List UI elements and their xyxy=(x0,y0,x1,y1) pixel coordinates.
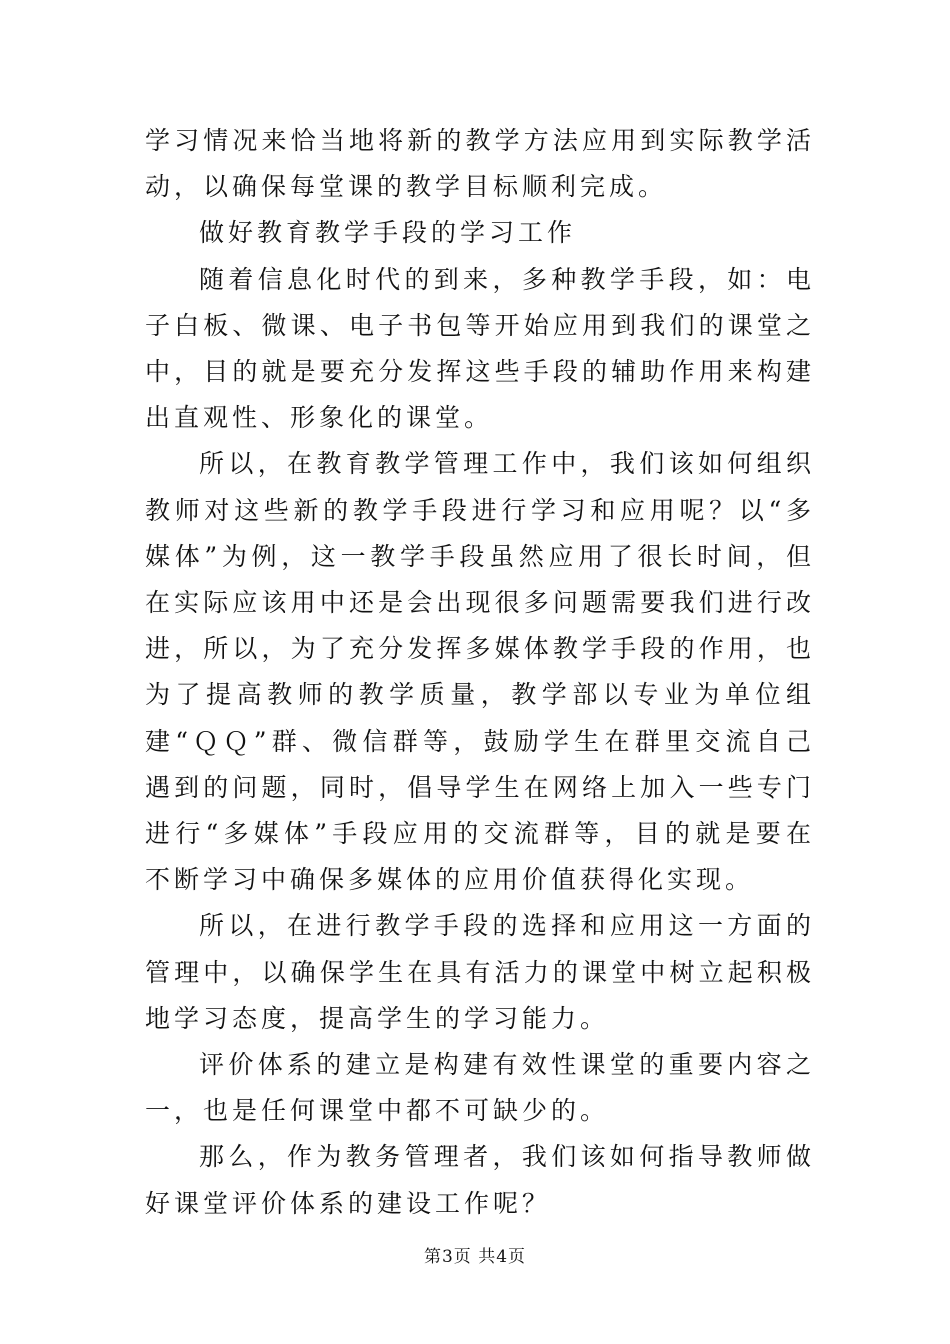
section-heading: 做好教育教学手段的学习工作 xyxy=(199,218,577,248)
paragraph: 那么，作为教务管理者，我们该如何指导教师做好课堂评价体系的建设工作呢？ xyxy=(145,1142,815,1218)
paragraph: 随着信息化时代的到来，多种教学手段，如：电子白板、微课、电子书包等开始应用到我们的课堂之中，目的就是要充分发挥这些手段的辅助作用来构建出直观性、形象化的课堂。 xyxy=(145,264,815,433)
paragraph: 所以，在教育教学管理工作中，我们该如何组织教师对这些新的教学手段进行学习和应用呢？以“多媒体”为例，这一教学手段虽然应用了很长时间，但在实际应该用中还是会出现很多问题需要我们进行改进，所以，为了充分发挥多媒体教学手段的作用，也为了提高教师的教学质量，教学部以专业为单位组建“ＱＱ”群、微信群等，鼓励学生在群里交流自己遇到的问题，同时，倡导学生在网络上加入一些专门进行“多媒体”手段应用的交流群等，目的就是要在不断学习中确保多媒体的应用价值获得化实现。 xyxy=(145,449,815,895)
paragraph: 评价体系的建立是构建有效性课堂的重要内容之一，也是任何课堂中都不可缺少的。 xyxy=(145,1050,815,1126)
paragraph: 学习情况来恰当地将新的教学方法应用到实际教学活动，以确保每堂课的教学目标顺利完成。 xyxy=(145,126,815,202)
body-text xyxy=(145,118,815,1227)
paragraph: 所以，在进行教学手段的选择和应用这一方面的管理中，以确保学生在具有活力的课堂中树立起积极地学习态度，提高学生的学习能力。 xyxy=(145,911,815,1033)
page-number-footer: 第3页 共4页 xyxy=(423,1247,527,1267)
